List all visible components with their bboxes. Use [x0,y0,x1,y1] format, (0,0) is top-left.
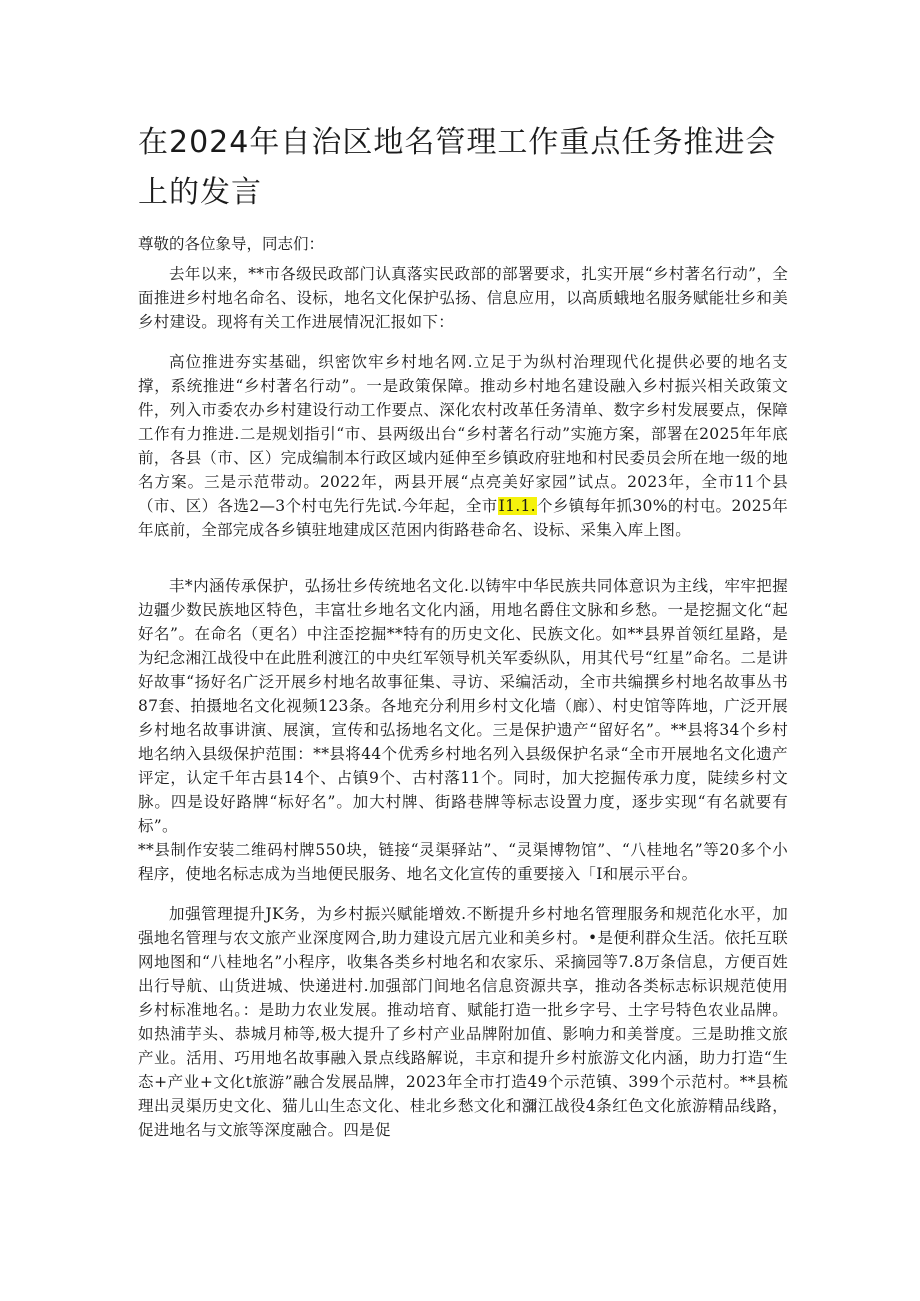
greeting: 尊敬的各位象导，同志们： [138,235,325,253]
highlighted-text: I1.1. [498,497,536,515]
document-title: 在2024年自治区地名管理工作重点任务推进会上的发言 [138,125,777,210]
paragraph-foundation [138,350,788,542]
paragraph-culture-tail: **县制作安装二维码村牌550块，链接“灵渠驿站”、“灵渠博物馆”、“八桂地名”等20多个小程序，使地名标志成为当地便民服务、地名文化宣传的重要接入「I和展示平台。 [138,841,788,883]
paragraph-foundation-tail: 个乡镇每年抓30%的村屯。2025年年底前，全部完成各乡镇驻地建成区范困内街路巷命名、设标、采集入库上图。 [138,497,788,539]
paragraph-culture-text: 丰*内涵传承保护，弘扬壮乡传统地名文化.以铸牢中华民族共同体意识为主线，牢牢把握边疆少数民族地区特色，丰富壮乡地名文化内涵，用地名爵住文脉和乡愁。一是挖掘文化“起好名”。在命名（更名）中注歪挖掘**特有的历史文化、民族文化。如**县界首领红星路，是为纪念湘江战役中在此胜利渡江的中央红军领导机关军委纵队，用其代号“红星”命名。二是讲好故事“扬好名广泛开展乡村地名故事征集、寻访、采编活动，全市共编撰乡村地名故事丛书87套、拍摄地名文化视频123条。各地充分利用乡村文化墙（廊）、村史馆等阵地，广泛开展乡村地名故事讲演、展演，宣传和弘扬地名文化。三是保护遗产“留好名”。**县将34个乡村地名纳入县级保护范围：**县将44个优秀乡村地名列入县级保护名录“全市开展地名文化遗产评定，认定千年古县14个、占镇9个、古村落11个。同时，加大挖掘传承力度，陡续乡村文脉。四是设好路牌“标好名”。加大村牌、街路巷牌等标志设置力度，逐步实现“有名就要有标”。 [138,577,788,835]
paragraph-culture [138,574,788,886]
paragraph-management: 加强管理提升JK务，为乡村振兴赋能增效.不断提升乡村地名管理服务和规范化水平，加强地名管理与农文旅产业深度网合,助力建设亢居亢业和美乡村。•是便利群众生活。依托互联网地图和“八桂地名”小程序，收集各类乡村地名和农家乐、采摘园等7.8万条信息，方便百姓出行导航、山货进城、快递进村.加强部门间地名信息资源共享，推动各类标志标识规范使用乡村标准地名。：是助力农业发展。推动培育、赋能打造一批乡字号、土字号特色农业品牌。如热浦芋头、恭城月柿等,极大提升了乡村产业品牌附加值、影响力和美誉度。三是助推文旅产业。活用、巧用地名故事融入景点线路解说，丰京和提升乡村旅游文化内涵，助力打造“生态+产业+文化t旅游”融合发展品牌，2023年全市打造49个示范镇、399个示范村。**县梳理出灵渠历史文化、猫儿山生态文化、桂北乡愁文化和瀰江战役4条红色文化旅游精品线路，促进地名与文旅等深度融合。四是促 [138,905,788,1139]
paragraph-intro: 去年以来，**市各级民政部门认真落实民政部的部署要求，扎实开展“乡村著名行动”，全面推进乡村地名命名、设标，地名文化保护弘扬、信息应用，以高质蛾地名服务赋能壮乡和美乡村建设。现将有关工作进展情况汇报如下： [138,265,788,331]
paragraph-foundation-text: 高位推进夯实基础，织密饮牢乡村地名网.立足于为纵村治理现代化提供必要的地名支撑，系统推进“乡村著名行动”。一是政策保障。推动乡村地名建设融入乡村振兴相关政策文件，列入市委农办乡村建设行动工作要点、深化农村改革任务清单、数字乡村发展要点，保障工作有力推进.二是规划指引“市、县两级出台“乡村著名行动”实施方案，部署在2025年年底前，各县（市、区）完成编制本行政区域内延伸至乡镇政府驻地和村民委员会所在地一级的地名方案。三是示范带动。2022年，两县开展“点亮美好家园”试点。2023年，全市11个县（市、区）各选2—3个村屯先行先试.今年起，全市 [138,353,788,515]
